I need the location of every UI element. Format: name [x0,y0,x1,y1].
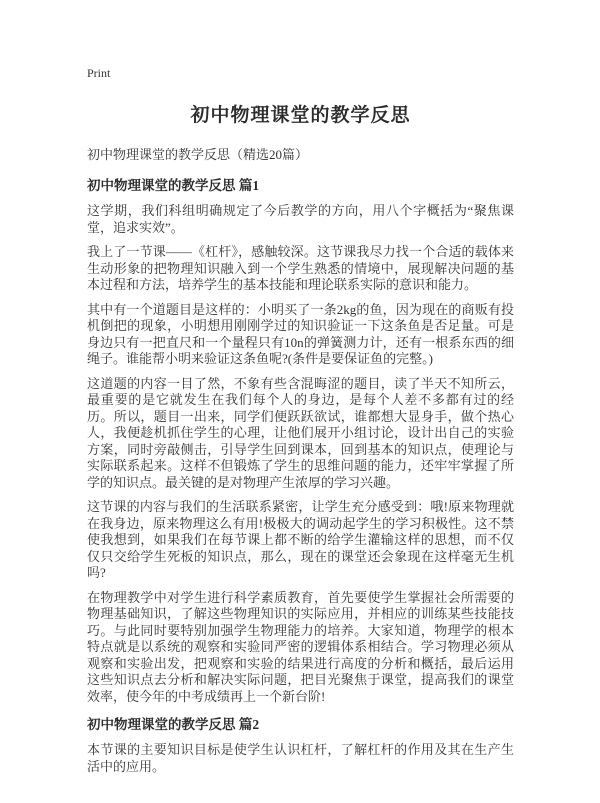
document-subtitle: 初中物理课堂的教学反思（精选20篇） [87,147,309,162]
paragraph: 这学期，我们科组明确规定了今后教学的方向，用八个字概括为“聚焦课堂，追求实效”。 [87,203,514,235]
paragraph: 其中有一个道题目是这样的：小明买了一条2kg的鱼，因为现在的商贩有投机倒把的现象，小明想用刚刚学过的知识验证一下这条鱼是否足量。可是身边只有一把直尺和一个量程只有10n的弹簧测力计，还有一根系东西的细绳子。谁能帮小明来验证这条鱼呢?(条件是要保证鱼的完整。) [87,301,514,366]
section-heading-2: 初中物理课堂的教学反思 篇2 [87,717,260,732]
paragraph: 本节课的主要知识目标是使学生认识杠杆，了解杠杆的作用及其在生产生活中的应用。 [87,742,514,774]
paragraph: 这道题的内容一目了然，不象有些含混晦涩的题目，读了半天不知所云，最重要的是它就发生在我们每个人的身边，是每个人差不多都有过的经历。所以，题目一出来，同学们便跃跃欲试，谁都想大显身手，做个热心人，我便趁机抓住学生的心理，让他们展开小组讨论，设计出自己的实验方案，同时旁敲侧击，引导学生回到课本，回到基本的知识点，使理论与实际联系起来。这样不但锻炼了学生的思维问题的能力，还牢牢掌握了所学的知识点。最关键的是对物理产生浓厚的学习兴趣。 [87,375,514,490]
print-button[interactable]: Print [87,66,111,80]
paragraph: 我上了一节课——《杠杆》，感触较深。这节课我尽力找一个合适的载体来生动形象的把物理知识融入到一个学生熟悉的情境中，展现解决问题的基本过程和方法，培养学生的基本技能和理论联系实际的意识和能力。 [87,244,514,292]
paragraph: 这节课的内容与我们的生活联系紧密，让学生充分感受到：哦!原来物理就在我身边，原来物理这么有用!极极大的调动起学生的学习积极性。这不禁使我想到，如果我们在每节课上都不断的给学生灌输这样的思想，而不仅仅只交给学生死板的知识点，那么，现在的课堂还会象现在这样毫无生机吗? [87,499,514,580]
page-title: 初中物理课堂的教学反思 [190,105,411,126]
section-heading-1: 初中物理课堂的教学反思 篇1 [87,178,260,193]
paragraph: 在物理教学中对学生进行科学素质教育，首先要使学生掌握社会所需要的物理基础知识，了解这些物理知识的实际应用，并相应的训练某些技能技巧。与此同时要特别加强学生物理能力的培养。大家知道，物理学的根本特点就是以系统的观察和实验同严密的逻辑体系相结合。学习物理必须从观察和实验出发，把观察和实验的结果进行高度的分析和概括，最后运用这些知识点去分析和解决实际问题，把目光聚焦于课堂，提高我们的课堂效率，使今年的中考成绩再上一个新台阶! [87,589,514,704]
